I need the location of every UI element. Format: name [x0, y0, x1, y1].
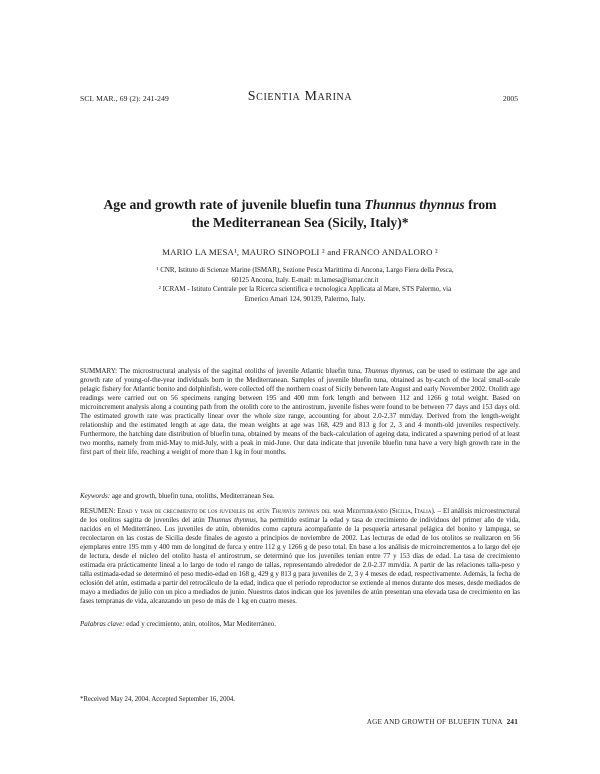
journal-citation: SCI. MAR., 69 (2): 241-249 — [80, 94, 169, 103]
affiliation-2: ² ICRAM - Istituto Centrale per la Ricerca scientifica e tecnologica Applicata al Mare, STS Palermo, via Emerico Amari 124, 90139, Palermo, Italy. — [158, 285, 452, 303]
resumen-text-2: , ha permitido estimar la edad y tasa de crecimiento de individuos del primer año de vida, nacidos en el Mediterráneo. Los juveniles de atún, obtenidos como captura acompañante de la pesquería artesanal pelágica del bonito y lampuga, se recolectaron en las costas de Sicilia desde finales de agosto a principios de noviembre de 2002. Las lecturas de edad de los otolitos se realizaron en 56 ejemplares entre 195 mm y 400 mm de longitud de furca y entre 112 g y 1266 g de peso total. En base a los análisis de microincrementos a lo largo del eje de lectura, desde el núcleo del otolito hasta el antirostrum, se determinó que los juveniles tenían entre 77 y 153 días de edad. La tasa de crecimiento estimada era prácticamente lineal a lo largo de todo el rango de tallas, representando alrededor de 2.0-2.37 mm/día. A partir de las relaciones talla-peso y talla estimada-edad se determinó el peso medio-edad en 168 g, 429 g y 813 g para juveniles de 2, 3 y 4 meses de edad, respectivamente. Además, la fecha de eclosión del atún, estimada a partir del retrocálculo de la edad, indica que el período reproductor se extiende al menos durante dos meses, desde mediados de mayo a mediados de julio con un pico a mediados de junio. Nuestros datos indican que los juveniles de atún presentan una elevada tasa de crecimiento en las fases tempranas de vida, alcanzando un peso de más de 1 kg en cuatro meses. — [80, 516, 520, 605]
palabras-label: Palabras clave: — [80, 620, 125, 628]
article-title — [95, 196, 505, 232]
resumen-heading-1: Edad y tasa de crecimiento de los juveniles de atún — [115, 507, 272, 515]
title-text-part2: from the Mediterranean Sea (Sicily, Italy)* — [191, 197, 497, 230]
page-number: 241 — [506, 718, 518, 726]
palabras-clave — [80, 620, 520, 629]
title-species: Thunnus thynnus — [364, 197, 465, 212]
summary-label: SUMMARY: — [80, 367, 118, 375]
summary-abstract — [80, 367, 520, 457]
received-footnote: *Received May 24, 2004. Accepted September 16, 2004. — [80, 696, 235, 703]
summary-text-1: The microstructural analysis of the sagittal otoliths of juvenile Atlantic bluefin tuna, — [119, 367, 365, 375]
keywords-label: Keywords: — [80, 492, 111, 500]
resumen-abstract — [80, 507, 520, 606]
summary-text-2: , can be used to estimate the age and growth rate of young-of-the-year individuals born in the Mediterranean. Samples of juvenile bluefin tuna, obtained as by-catch of the local small-scale pelagic fishery for Atlantic bonito and dolphinfish, were collected off the northern coast of Sicily between late August and early November 2002. Otolith age readings were carried out on 56 specimens ranging between 195 and 400 mm fork length and between 112 and 1266 g total weight. Based on microincrement analysis along a counting path from the otolith core to the antirostrum, juvenile fishes were found to be between 77 days and 153 days old. The estimated growth rate was practically linear over the whole size range, accounting for about 2.0-2.37 mm/day. Derived from the length-weight relationship and the estimated length at age data, the mean weights at age was 168, 429 and 813 g for 2, 3 and 4 month-old juveniles respectively. Furthermore, the hatching date distribution of bluefin tuna, obtained by means of the back-calculation of ageing data, indicated a spawning period of at least two months, namely from mid-May to mid-July, with a peak in mid-June. Our data indicate that juvenile bluefin tuna have a very high growth rate in the first part of their life, reaching a weight of more than 1 kg in four months. — [80, 367, 520, 456]
resumen-label: RESUMEN: — [80, 507, 116, 515]
page-footer — [367, 718, 518, 726]
affiliation-1: ¹ CNR, Istituto di Scienze Marine (ISMAR), Sezione Pesca Marittima di Ancona, Largo Fiera della Pesca, 60125 Ancona, Italy. E-mail: m.lamesa@ismar.cnr.it — [156, 266, 454, 284]
keywords — [80, 492, 520, 501]
author-list: MARIO LA MESA¹, MAURO SINOPOLI ² and FRANCO ANDALORO ² — [162, 247, 438, 257]
affiliations — [150, 266, 460, 304]
palabras-text: edad y crecimiento, atún, otolitos, Mar Mediterráneo. — [124, 620, 276, 628]
resumen-heading-2: del mar Mediterráneo (Sicilia, Italia). — [319, 507, 436, 515]
resumen-species: Thunnus thynnus — [207, 516, 256, 524]
resumen-text-1: – El análisis microestructural de los otolitos sagitta de juveniles del atún — [80, 507, 520, 524]
keywords-text: age and growth, bluefin tuna, otoliths, Mediterranean Sea. — [110, 492, 275, 500]
running-title: AGE AND GROWTH OF BLUEFIN TUNA — [366, 718, 503, 726]
journal-name: Scientia Marina — [247, 89, 353, 104]
resumen-heading-species: Thunnus thynnus — [271, 507, 320, 515]
summary-species: Thunnus thynnus — [364, 367, 413, 375]
title-text-part1: Age and growth rate of juvenile bluefin tuna — [103, 197, 365, 212]
publication-year: 2005 — [502, 94, 518, 103]
